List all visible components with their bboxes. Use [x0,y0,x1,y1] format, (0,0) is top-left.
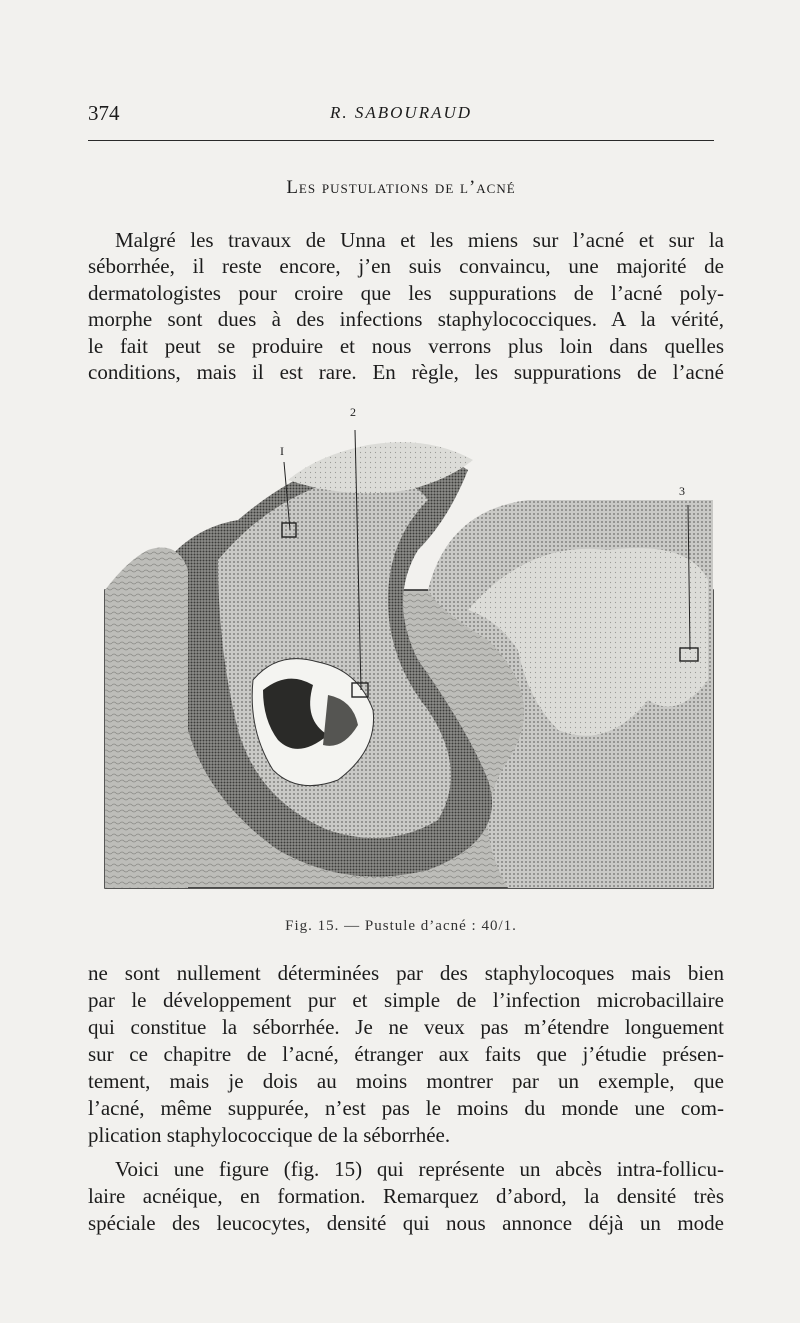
paragraph2-line: plication staphylococcique de la séborrhée. [88,1123,451,1147]
figure-caption: Fig. 15. — Pustule d’acné : 40/1. [285,918,517,934]
paragraph3-line: spéciale des leucocytes, densité qui nous annonce déjà un mode [88,1211,724,1235]
paragraph2-line: qui constitue la séborrhée. Je ne veux pas m’étendre longuement [88,1015,724,1039]
paragraph1-line: Malgré les travaux de Unna et les miens sur l’acné et sur la [115,228,724,252]
paragraph3-line: laire acnéique, en formation. Remarquez d’abord, la densité très [88,1184,724,1208]
page-number: 374 [88,101,120,125]
dermis-left [105,548,188,889]
paragraph2-line: sur ce chapitre de l’acné, étranger aux faits que j’étudie présen- [88,1042,724,1066]
paragraph3-line: Voici une figure (fig. 15) qui représente un abcès intra-follicu- [115,1157,724,1181]
figure-label-3: 3 [679,484,685,498]
paragraph1-line: dermatologistes pour croire que les suppurations de l’acné poly- [88,281,724,305]
paragraph1-line: séborrhée, il reste encore, j’en suis convaincu, une majorité de [88,254,724,278]
paragraph1-line: morphe sont dues à des infections staphylococciques. A la vérité, [88,307,724,331]
running-head: R. SABOURAUD [329,103,473,122]
figure-label-1: I [280,444,284,458]
paragraph2-line: par le développement pur et simple de l’infection microbacillaire [88,988,724,1012]
paragraph1-line: conditions, mais il est rare. En règle, les suppurations de l’acné [88,360,724,384]
figure-illustration [88,400,724,900]
paragraph2-line: ne sont nullement déterminées par des staphylocoques mais bien [88,961,724,985]
header-rule [88,140,714,141]
page-header [88,101,714,131]
paragraph2-line: l’acné, même suppurée, n’est pas le moins du monde une com- [88,1096,724,1120]
paragraph2-line: tement, mais je dois au moins montrer par un exemple, que [88,1069,724,1093]
paragraph1-line: le fait peut se produire et nous verrons plus loin dans quelles [88,334,724,358]
histology-drawing [88,400,724,900]
figure-label-2: 2 [350,405,356,419]
section-title: Les pustulations de l’acné [286,177,516,198]
